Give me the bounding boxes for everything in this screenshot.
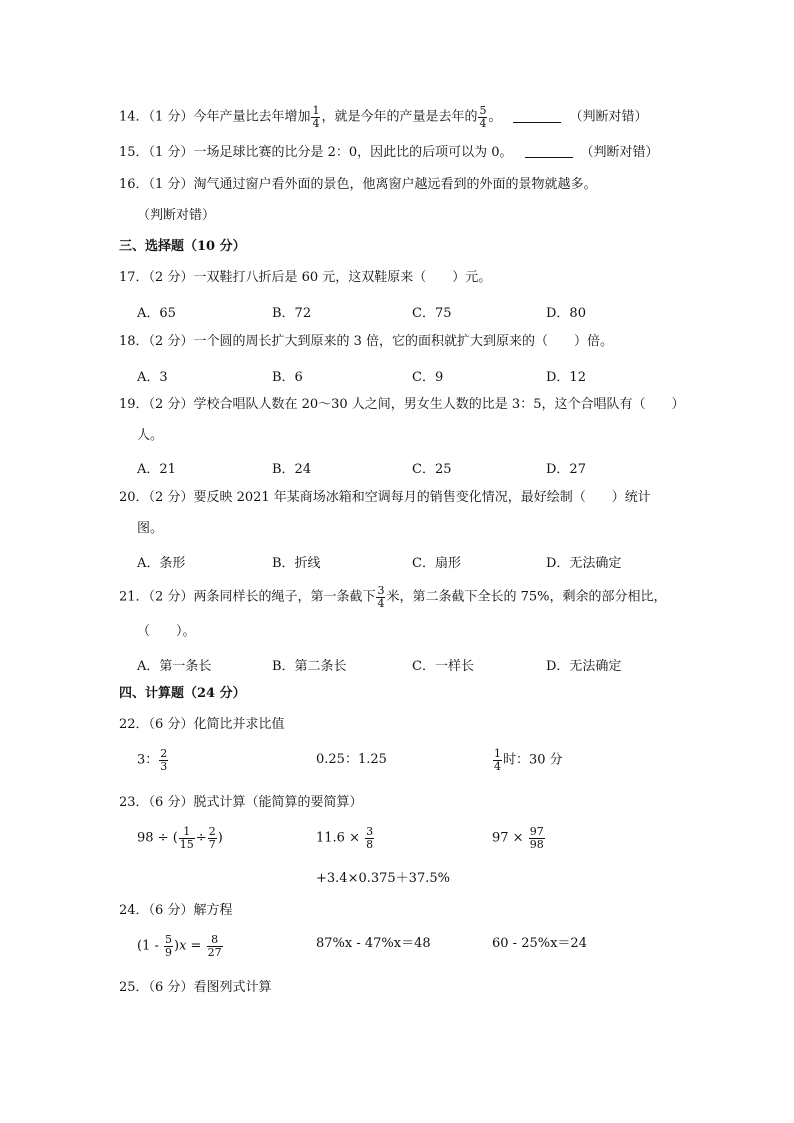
fraction: $\frac{1}{4}$ [312,104,320,130]
answer-blank[interactable] [525,157,573,158]
option-d[interactable]: D．80 [546,306,586,321]
option-d[interactable]: D．27 [546,462,586,477]
question-17: 17．（2 分）一双鞋打八折后是 60 元，这双鞋原来（ ）元。 [119,270,492,285]
option-a[interactable]: A．3 [137,370,168,385]
question-21-cont: （ ）。 [137,624,196,639]
option-a[interactable]: A．第一条长 [137,659,212,674]
option-b[interactable]: B．24 [272,462,312,477]
question-18: 18．（2 分）一个圆的周长扩大到原来的 3 倍，它的面积就扩大到原来的（ ）倍。 [119,334,613,349]
question-14: 14．（1 分）今年产量比去年增加 $\frac{1}{4}$ ，就是今年的产量是去年的 $\frac{5}{4}$ 。 （判断对错） [119,104,648,130]
option-b[interactable]: B．折线 [272,556,321,571]
section-title: 四、计算题（24 分） [119,686,246,701]
question-24: 24．（6 分）解方程 [119,903,233,918]
fraction: $\frac{5}{9}$ [165,933,172,959]
option-c[interactable]: C．9 [412,370,444,385]
option-b[interactable]: B．72 [272,306,312,321]
expression-23-2: 11.6 × $\frac{3}{8}$ [316,825,374,851]
option-c[interactable]: C．25 [412,462,452,477]
expression-23-3: 97 × $\frac{97}{98}$ [492,825,544,851]
option-a[interactable]: A．21 [137,462,176,477]
fraction: $\frac{97}{98}$ [529,825,544,851]
answer-blank[interactable] [513,122,561,123]
fraction: $\frac{2}{3}$ [160,747,168,773]
option-a[interactable]: A．条形 [137,556,186,571]
expression-24-2: 87%x - 47%x＝48 [316,936,431,951]
question-19-cont: 人。 [137,428,164,443]
question-20: 20．（2 分）要反映 2021 年某商场冰箱和空调每月的销售变化情况，最好绘制（ ）统计 [119,490,651,505]
question-19: 19．（2 分）学校合唱队人数在 20～30 人之间，男女生人数的比是 3：5，这个合唱队有（ ） [119,397,685,412]
fraction: $\frac{1}{4}$ [494,747,501,773]
expression-24-3: 60 - 25%x＝24 [492,936,587,951]
question-23: 23．（6 分）脱式计算（能简算的要简算） [119,795,363,810]
expression-24-1: (1 - $\frac{5}{9}$ )x = $\frac{8}{27}$ [137,933,222,959]
expression-23-1: 98 ÷ ( $\frac{1}{15}$ ÷ $\frac{2}{7}$ ) [137,825,223,851]
fraction: $\frac{8}{27}$ [207,933,222,959]
expression-22-2: 0.25：1.25 [316,752,387,767]
option-c[interactable]: C．扇形 [412,556,461,571]
fraction: $\frac{1}{15}$ [179,825,194,851]
option-a[interactable]: A．65 [137,306,176,321]
expression-23-2-cont: +3.4×0.375＋37.5% [316,871,450,886]
question-21: 21．（2 分）两条同样长的绳子，第一条截下 $\frac{3}{4}$ 米，第二条截下全长的 75%，剩余的部分相比， [119,584,667,610]
option-b[interactable]: B．第二条长 [272,659,347,674]
fraction: $\frac{2}{7}$ [208,825,216,851]
question-16-tail: （判断对错） [137,208,216,223]
option-d[interactable]: D．12 [546,370,586,385]
option-d[interactable]: D．无法确定 [546,556,622,571]
question-20-cont: 图。 [137,521,164,536]
expression-22-3: $\frac{1}{4}$ 时：30 分 [494,747,563,773]
section-title: 三、选择题（10 分） [119,239,246,254]
fraction: $\frac{3}{8}$ [366,825,374,851]
fraction: $\frac{3}{4}$ [377,584,385,610]
option-c[interactable]: C．一样长 [412,659,474,674]
option-b[interactable]: B．6 [272,370,303,385]
question-25: 25．（6 分）看图列式计算 [119,980,272,995]
option-d[interactable]: D．无法确定 [546,659,622,674]
question-15: 15．（1 分）一场足球比赛的比分是 2：0，因此比的后项可以为 0。 （判断对错） [119,145,659,160]
question-16: 16．（1 分）淘气通过窗户看外面的景色，他离窗户越远看到的外面的景物就越多。 [119,177,597,192]
expression-22-1: 3： $\frac{2}{3}$ [137,747,168,773]
fraction: $\frac{5}{4}$ [479,104,487,130]
question-22: 22．（6 分）化简比并求比值 [119,717,285,732]
option-c[interactable]: C．75 [412,306,452,321]
